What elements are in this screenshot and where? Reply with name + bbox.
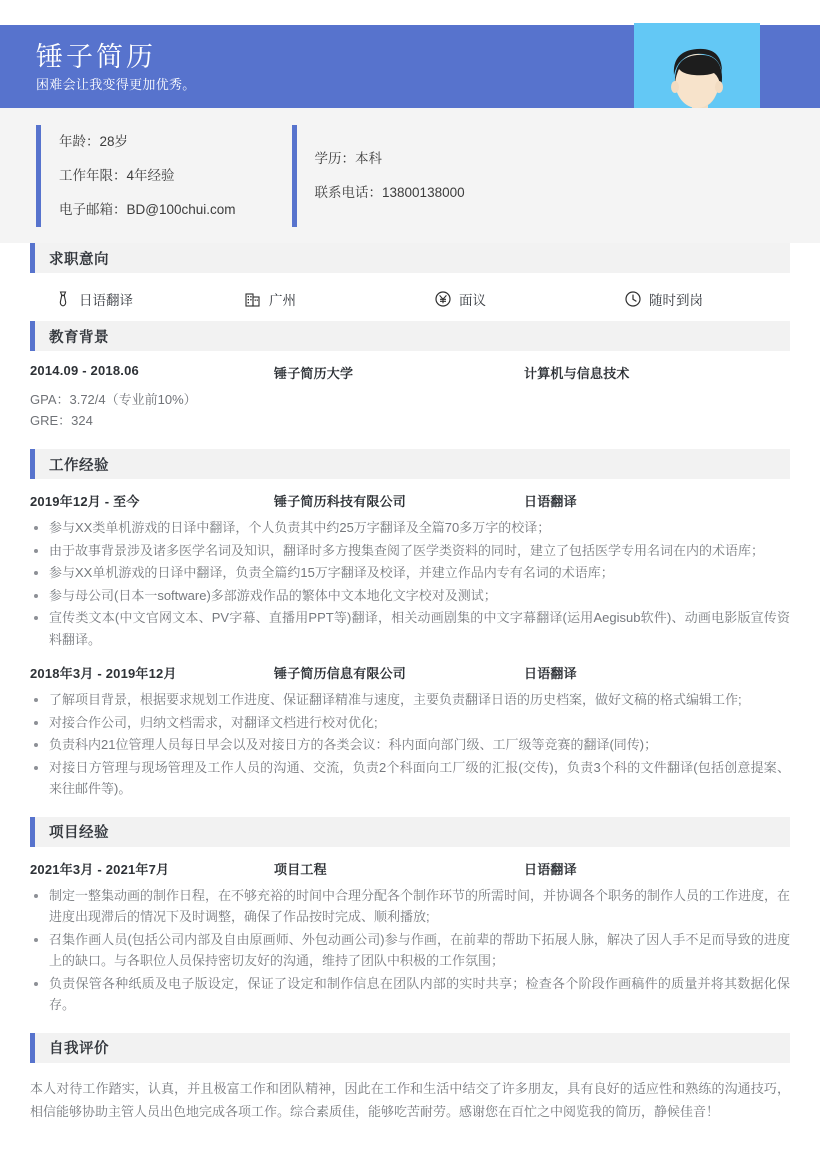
list-item: 负责科内21位管理人员每日早会以及对接日方的各类会议：科内面向部门级、工厂级等竞赛的翻译(同传)； (30, 734, 790, 757)
intention-availability-label: 随时到岗 (649, 293, 703, 308)
education-entry (30, 363, 790, 445)
section-title: 自我评价 (49, 1041, 109, 1057)
list-item: 由于故事背景涉及诸多医学名词及知识，翻译时多方搜集查阅了医学类资料的同时，建立了包括医学专用名词在内的术语库； (30, 540, 790, 563)
work-entry (30, 491, 790, 663)
section-title: 教育背景 (49, 329, 109, 346)
job-intention-row (30, 273, 790, 321)
intention-city-label: 广州 (269, 293, 296, 308)
contact-column-right (236, 125, 465, 227)
contact-experience: 工作年限：4年经验 (59, 168, 175, 183)
entry-role: 日语翻译 (524, 666, 577, 681)
list-item: 召集作画人员(包括公司内部及自由原画师、外包动画公司)参与作画，在前辈的帮助下拓展人脉，解决了因人手不足而导致的进度上的缺口。与各职位人员保持密切友好的沟通，维持了团队中积极的工作氛围； (30, 929, 790, 973)
section-header-summary (30, 1033, 790, 1063)
intention-position-label: 日语翻译 (79, 293, 133, 308)
project-bullet-list (30, 885, 790, 1017)
work-block (30, 479, 790, 817)
list-item: 了解项目背景，根据要求规划工作进度、保证翻译精准与速度，主要负责翻译日语的历史档案，做好文稿的格式编辑工作; (30, 689, 790, 712)
entry-organization: 锤子简历信息有限公司 (274, 666, 407, 681)
education-gpa: GPA：3.72/4（专业前10%） (30, 392, 197, 407)
list-item: 对接日方管理与现场管理及工作人员的沟通、交流，负责2个科面向工厂级的汇报(交传)，负责3个科的文件翻译(包括创意提案、来往邮件等)。 (30, 757, 790, 801)
work-bullet-list (30, 517, 790, 651)
contact-phone: 联系电话：13800138000 (314, 185, 465, 200)
intention-availability (600, 289, 790, 309)
list-item: 负责保管各种纸质及电子版设定，保证了设定和制作信息在团队内部的实时共享；检查各个阶段作画稿件的质量并将其数据化保存。 (30, 973, 790, 1017)
work-bullet-list (30, 689, 790, 801)
entry-period: 2021年3月 - 2021年7月 (30, 861, 170, 877)
yen-circle-icon (434, 291, 451, 308)
entry-period: 2018年3月 - 2019年12月 (30, 666, 177, 681)
section-title: 项目经验 (49, 825, 109, 841)
entry-role: 日语翻译 (524, 861, 577, 877)
section-title: 求职意向 (49, 251, 109, 268)
project-block (30, 847, 790, 1033)
list-item: 制定一整集动画的制作日程，在不够充裕的时间中合理分配各个制作环节的所需时间，并协调各个职务的制作人员的工作进度，在进度出现滞后的情况下及时调整，确保了作品按时完成、顺利播放; (30, 885, 790, 929)
entry-header (30, 363, 790, 389)
intention-salary (410, 289, 600, 309)
section-header-project (30, 817, 790, 847)
list-item: 参与母公司(日本一software)多部游戏作品的繁体中文本地化文字校对及测试； (30, 585, 790, 608)
entry-role: 计算机与信息技术 (524, 366, 630, 381)
section-header-education (30, 321, 790, 351)
entry-organization: 锤子简历科技有限公司 (274, 494, 407, 509)
contact-degree: 学历：本科 (314, 151, 383, 166)
entry-organization: 锤子简历大学 (274, 366, 354, 381)
header-text-group (0, 41, 196, 93)
contact-info-band (0, 108, 820, 243)
entry-period: 2014.09 - 2018.06 (30, 363, 139, 378)
list-item: 宣传类文本(中文官网文本、PV字幕、直播用PPT等)翻译，相关动画剧集的中文字幕翻译(运用Aegisub软件)、动画电影版宣传资料翻译。 (30, 607, 790, 651)
entry-role: 日语翻译 (524, 494, 577, 509)
accent-bar (36, 125, 41, 227)
contact-column-left (0, 125, 236, 227)
list-item: 参与XX类单机游戏的日译中翻译，个人负责其中约25万字翻译及全篇70多万字的校译； (30, 517, 790, 540)
contact-email: 电子邮箱：BD@100chui.com (59, 202, 236, 217)
self-evaluation-text: 本人对待工作踏实，认真，并且极富工作和团队精神，因此在工作和生活中结交了许多朋友，具有良好的适应性和熟练的沟通技巧，相信能够协助主管人员出色地完成各项工作。综合素质佳，能够吃苦耐劳。感谢您在百忙之中阅览我的简历，静候佳音！ (30, 1080, 790, 1119)
intention-position (30, 289, 220, 309)
entry-organization: 项目工程 (274, 861, 327, 877)
entry-header (30, 663, 790, 689)
work-entry (30, 663, 790, 813)
section-header-intention (30, 243, 790, 273)
page-title: 锤子简历 (36, 41, 156, 72)
contact-age: 年龄：28岁 (59, 134, 129, 149)
section-header-work (30, 449, 790, 479)
entry-period: 2019年12月 - 至今 (30, 494, 140, 509)
accent-bar (292, 125, 297, 227)
clock-icon (624, 291, 641, 308)
education-gre: GRE：324 (30, 413, 93, 428)
intention-salary-label: 面议 (459, 293, 486, 308)
list-item: 参与XX单机游戏的日译中翻译，负责全篇约15万字翻译及校译，并建立作品内专有名词的术语库； (30, 562, 790, 585)
necktie-icon (54, 291, 71, 308)
entry-header (30, 859, 790, 885)
building-icon (244, 291, 261, 308)
entry-header (30, 491, 790, 517)
section-title: 工作经验 (49, 457, 109, 474)
intention-city (220, 289, 410, 309)
header-motto: 困难会让我变得更加优秀。 (36, 76, 196, 92)
education-details (30, 389, 790, 433)
education-block (30, 351, 790, 449)
list-item: 对接合作公司，归纳文档需求，对翻译文档进行校对优化; (30, 712, 790, 735)
project-entry (30, 859, 790, 1029)
